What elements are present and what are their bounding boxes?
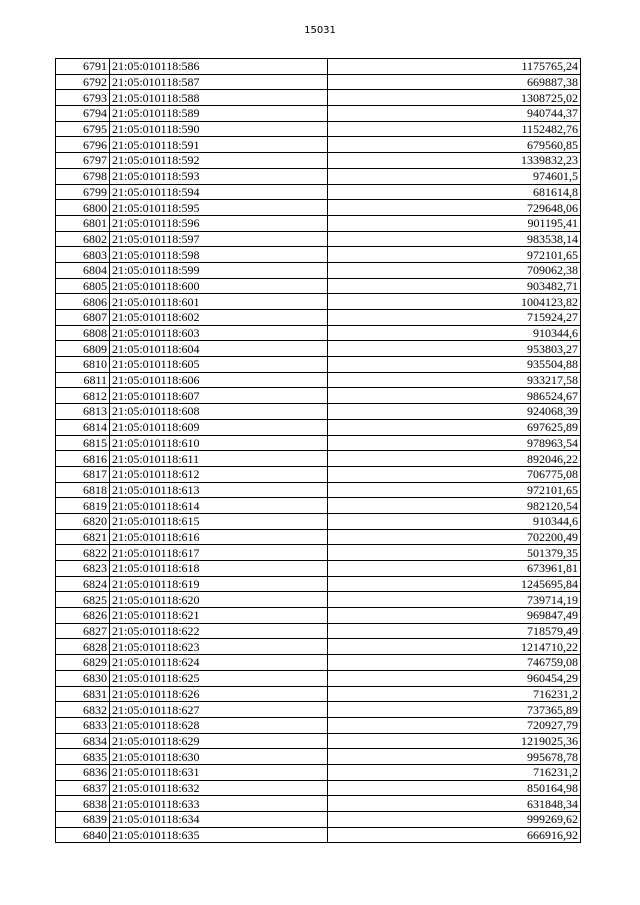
table-row — [56, 529, 581, 545]
table-row — [56, 812, 581, 828]
row-number: 6826 — [56, 608, 110, 624]
cadastral-number: 21:05:010118:610 — [110, 435, 328, 451]
row-number: 6833 — [56, 717, 110, 733]
row-number: 6835 — [56, 749, 110, 765]
cadastral-value: 729648,06 — [328, 200, 581, 216]
cadastral-number: 21:05:010118:606 — [110, 372, 328, 388]
cadastral-number: 21:05:010118:614 — [110, 498, 328, 514]
table-row — [56, 247, 581, 263]
cadastral-number: 21:05:010118:588 — [110, 90, 328, 106]
cadastral-value: 892046,22 — [328, 451, 581, 467]
cadastral-value: 1152482,76 — [328, 121, 581, 137]
cadastral-number: 21:05:010118:587 — [110, 74, 328, 90]
cadastral-value: 679560,85 — [328, 137, 581, 153]
cadastral-number: 21:05:010118:619 — [110, 576, 328, 592]
table-row — [56, 419, 581, 435]
cadastral-number: 21:05:010118:632 — [110, 780, 328, 796]
table-row — [56, 341, 581, 357]
row-number: 6794 — [56, 106, 110, 122]
cadastral-number: 21:05:010118:618 — [110, 561, 328, 577]
row-number: 6792 — [56, 74, 110, 90]
cadastral-number: 21:05:010118:635 — [110, 827, 328, 843]
table-row — [56, 231, 581, 247]
cadastral-number: 21:05:010118:629 — [110, 733, 328, 749]
table-row — [56, 513, 581, 529]
row-number: 6837 — [56, 780, 110, 796]
table-row — [56, 796, 581, 812]
table-row — [56, 608, 581, 624]
cadastral-number: 21:05:010118:590 — [110, 121, 328, 137]
cadastral-value: 1339832,23 — [328, 153, 581, 169]
row-number: 6796 — [56, 137, 110, 153]
cadastral-value: 737365,89 — [328, 702, 581, 718]
cadastral-number: 21:05:010118:617 — [110, 545, 328, 561]
cadastral-number: 21:05:010118:589 — [110, 106, 328, 122]
cadastral-number: 21:05:010118:593 — [110, 168, 328, 184]
table-row — [56, 372, 581, 388]
cadastral-value-table — [55, 58, 581, 843]
page-number: 15031 — [304, 25, 336, 36]
table-row — [56, 106, 581, 122]
table-row — [56, 623, 581, 639]
cadastral-value: 1214710,22 — [328, 639, 581, 655]
cadastral-value: 995678,78 — [328, 749, 581, 765]
cadastral-value: 715924,27 — [328, 310, 581, 326]
row-number: 6821 — [56, 529, 110, 545]
cadastral-value: 681614,8 — [328, 184, 581, 200]
row-number: 6824 — [56, 576, 110, 592]
row-number: 6828 — [56, 639, 110, 655]
row-number: 6838 — [56, 796, 110, 812]
row-number: 6808 — [56, 325, 110, 341]
table-row — [56, 388, 581, 404]
cadastral-number: 21:05:010118:634 — [110, 812, 328, 828]
row-number: 6827 — [56, 623, 110, 639]
table-row — [56, 733, 581, 749]
row-number: 6791 — [56, 59, 110, 75]
row-number: 6801 — [56, 215, 110, 231]
cadastral-value: 910344,6 — [328, 513, 581, 529]
cadastral-value: 501379,35 — [328, 545, 581, 561]
cadastral-value: 983538,14 — [328, 231, 581, 247]
table-row — [56, 200, 581, 216]
cadastral-number: 21:05:010118:595 — [110, 200, 328, 216]
row-number: 6839 — [56, 812, 110, 828]
cadastral-value: 953803,27 — [328, 341, 581, 357]
row-number: 6816 — [56, 451, 110, 467]
row-number: 6819 — [56, 498, 110, 514]
cadastral-value: 935504,88 — [328, 357, 581, 373]
row-number: 6830 — [56, 670, 110, 686]
cadastral-number: 21:05:010118:622 — [110, 623, 328, 639]
cadastral-number: 21:05:010118:605 — [110, 357, 328, 373]
cadastral-number: 21:05:010118:612 — [110, 466, 328, 482]
cadastral-number: 21:05:010118:623 — [110, 639, 328, 655]
cadastral-number: 21:05:010118:625 — [110, 670, 328, 686]
row-number: 6805 — [56, 278, 110, 294]
row-number: 6802 — [56, 231, 110, 247]
table-row — [56, 780, 581, 796]
cadastral-value: 1175765,24 — [328, 59, 581, 75]
row-number: 6807 — [56, 310, 110, 326]
cadastral-number: 21:05:010118:598 — [110, 247, 328, 263]
row-number: 6829 — [56, 655, 110, 671]
table-row — [56, 215, 581, 231]
row-number: 6831 — [56, 686, 110, 702]
row-number: 6832 — [56, 702, 110, 718]
cadastral-value: 901195,41 — [328, 215, 581, 231]
cadastral-number: 21:05:010118:633 — [110, 796, 328, 812]
row-number: 6806 — [56, 294, 110, 310]
cadastral-value: 974601,5 — [328, 168, 581, 184]
cadastral-value: 631848,34 — [328, 796, 581, 812]
row-number: 6810 — [56, 357, 110, 373]
table-row — [56, 357, 581, 373]
cadastral-value: 999269,62 — [328, 812, 581, 828]
table-row — [56, 717, 581, 733]
table-row — [56, 561, 581, 577]
table-row — [56, 451, 581, 467]
cadastral-number: 21:05:010118:616 — [110, 529, 328, 545]
cadastral-value: 969847,49 — [328, 608, 581, 624]
row-number: 6815 — [56, 435, 110, 451]
cadastral-value: 982120,54 — [328, 498, 581, 514]
cadastral-value: 972101,65 — [328, 247, 581, 263]
cadastral-value: 706775,08 — [328, 466, 581, 482]
cadastral-value: 716231,2 — [328, 764, 581, 780]
cadastral-number: 21:05:010118:586 — [110, 59, 328, 75]
cadastral-number: 21:05:010118:601 — [110, 294, 328, 310]
cadastral-number: 21:05:010118:627 — [110, 702, 328, 718]
cadastral-value: 718579,49 — [328, 623, 581, 639]
cadastral-value: 850164,98 — [328, 780, 581, 796]
cadastral-number: 21:05:010118:624 — [110, 655, 328, 671]
row-number: 6803 — [56, 247, 110, 263]
cadastral-value: 709062,38 — [328, 262, 581, 278]
cadastral-number: 21:05:010118:631 — [110, 764, 328, 780]
row-number: 6840 — [56, 827, 110, 843]
cadastral-value: 697625,89 — [328, 419, 581, 435]
table-row — [56, 90, 581, 106]
row-number: 6813 — [56, 404, 110, 420]
cadastral-value: 910344,6 — [328, 325, 581, 341]
table-row — [56, 466, 581, 482]
row-number: 6795 — [56, 121, 110, 137]
cadastral-value: 924068,39 — [328, 404, 581, 420]
table-row — [56, 592, 581, 608]
table-row — [56, 498, 581, 514]
table-row — [56, 404, 581, 420]
table-row — [56, 74, 581, 90]
cadastral-number: 21:05:010118:604 — [110, 341, 328, 357]
cadastral-number: 21:05:010118:615 — [110, 513, 328, 529]
cadastral-number: 21:05:010118:596 — [110, 215, 328, 231]
cadastral-value: 972101,65 — [328, 482, 581, 498]
row-number: 6818 — [56, 482, 110, 498]
row-number: 6798 — [56, 168, 110, 184]
cadastral-number: 21:05:010118:602 — [110, 310, 328, 326]
table-row — [56, 278, 581, 294]
cadastral-value: 1004123,82 — [328, 294, 581, 310]
cadastral-value: 746759,08 — [328, 655, 581, 671]
cadastral-number: 21:05:010118:613 — [110, 482, 328, 498]
cadastral-number: 21:05:010118:591 — [110, 137, 328, 153]
table-row — [56, 137, 581, 153]
table-row — [56, 294, 581, 310]
cadastral-number: 21:05:010118:628 — [110, 717, 328, 733]
table-row — [56, 686, 581, 702]
table-row — [56, 153, 581, 169]
cadastral-number: 21:05:010118:621 — [110, 608, 328, 624]
cadastral-number: 21:05:010118:592 — [110, 153, 328, 169]
row-number: 6812 — [56, 388, 110, 404]
cadastral-value: 903482,71 — [328, 278, 581, 294]
cadastral-number: 21:05:010118:608 — [110, 404, 328, 420]
cadastral-number: 21:05:010118:626 — [110, 686, 328, 702]
row-number: 6793 — [56, 90, 110, 106]
table-row — [56, 749, 581, 765]
cadastral-number: 21:05:010118:630 — [110, 749, 328, 765]
cadastral-value: 960454,29 — [328, 670, 581, 686]
cadastral-value: 702200,49 — [328, 529, 581, 545]
cadastral-number: 21:05:010118:609 — [110, 419, 328, 435]
table-row — [56, 435, 581, 451]
row-number: 6825 — [56, 592, 110, 608]
row-number: 6823 — [56, 561, 110, 577]
table-row — [56, 702, 581, 718]
row-number: 6797 — [56, 153, 110, 169]
row-number: 6814 — [56, 419, 110, 435]
table-row — [56, 121, 581, 137]
row-number: 6820 — [56, 513, 110, 529]
row-number: 6811 — [56, 372, 110, 388]
table-row — [56, 325, 581, 341]
cadastral-number: 21:05:010118:599 — [110, 262, 328, 278]
cadastral-value: 1245695,84 — [328, 576, 581, 592]
cadastral-value: 739714,19 — [328, 592, 581, 608]
row-number: 6809 — [56, 341, 110, 357]
cadastral-value: 716231,2 — [328, 686, 581, 702]
table-row — [56, 827, 581, 843]
cadastral-value: 1219025,36 — [328, 733, 581, 749]
cadastral-number: 21:05:010118:597 — [110, 231, 328, 247]
cadastral-value: 720927,79 — [328, 717, 581, 733]
cadastral-number: 21:05:010118:607 — [110, 388, 328, 404]
cadastral-value: 978963,54 — [328, 435, 581, 451]
cadastral-value: 933217,58 — [328, 372, 581, 388]
row-number: 6804 — [56, 262, 110, 278]
table-row — [56, 670, 581, 686]
table-row — [56, 764, 581, 780]
cadastral-value: 669887,38 — [328, 74, 581, 90]
table-row — [56, 655, 581, 671]
cadastral-value: 940744,37 — [328, 106, 581, 122]
cadastral-number: 21:05:010118:611 — [110, 451, 328, 467]
cadastral-number: 21:05:010118:620 — [110, 592, 328, 608]
cadastral-value: 986524,67 — [328, 388, 581, 404]
table-row — [56, 184, 581, 200]
table-row — [56, 545, 581, 561]
table-row — [56, 262, 581, 278]
row-number: 6834 — [56, 733, 110, 749]
row-number: 6836 — [56, 764, 110, 780]
table-row — [56, 59, 581, 75]
table-row — [56, 482, 581, 498]
row-number: 6822 — [56, 545, 110, 561]
cadastral-value: 673961,81 — [328, 561, 581, 577]
row-number: 6817 — [56, 466, 110, 482]
row-number: 6800 — [56, 200, 110, 216]
row-number: 6799 — [56, 184, 110, 200]
cadastral-value: 1308725,02 — [328, 90, 581, 106]
table-row — [56, 639, 581, 655]
cadastral-value: 666916,92 — [328, 827, 581, 843]
cadastral-number: 21:05:010118:600 — [110, 278, 328, 294]
table-row — [56, 168, 581, 184]
cadastral-number: 21:05:010118:594 — [110, 184, 328, 200]
table-body — [56, 59, 581, 843]
table-row — [56, 310, 581, 326]
table-row — [56, 576, 581, 592]
cadastral-number: 21:05:010118:603 — [110, 325, 328, 341]
